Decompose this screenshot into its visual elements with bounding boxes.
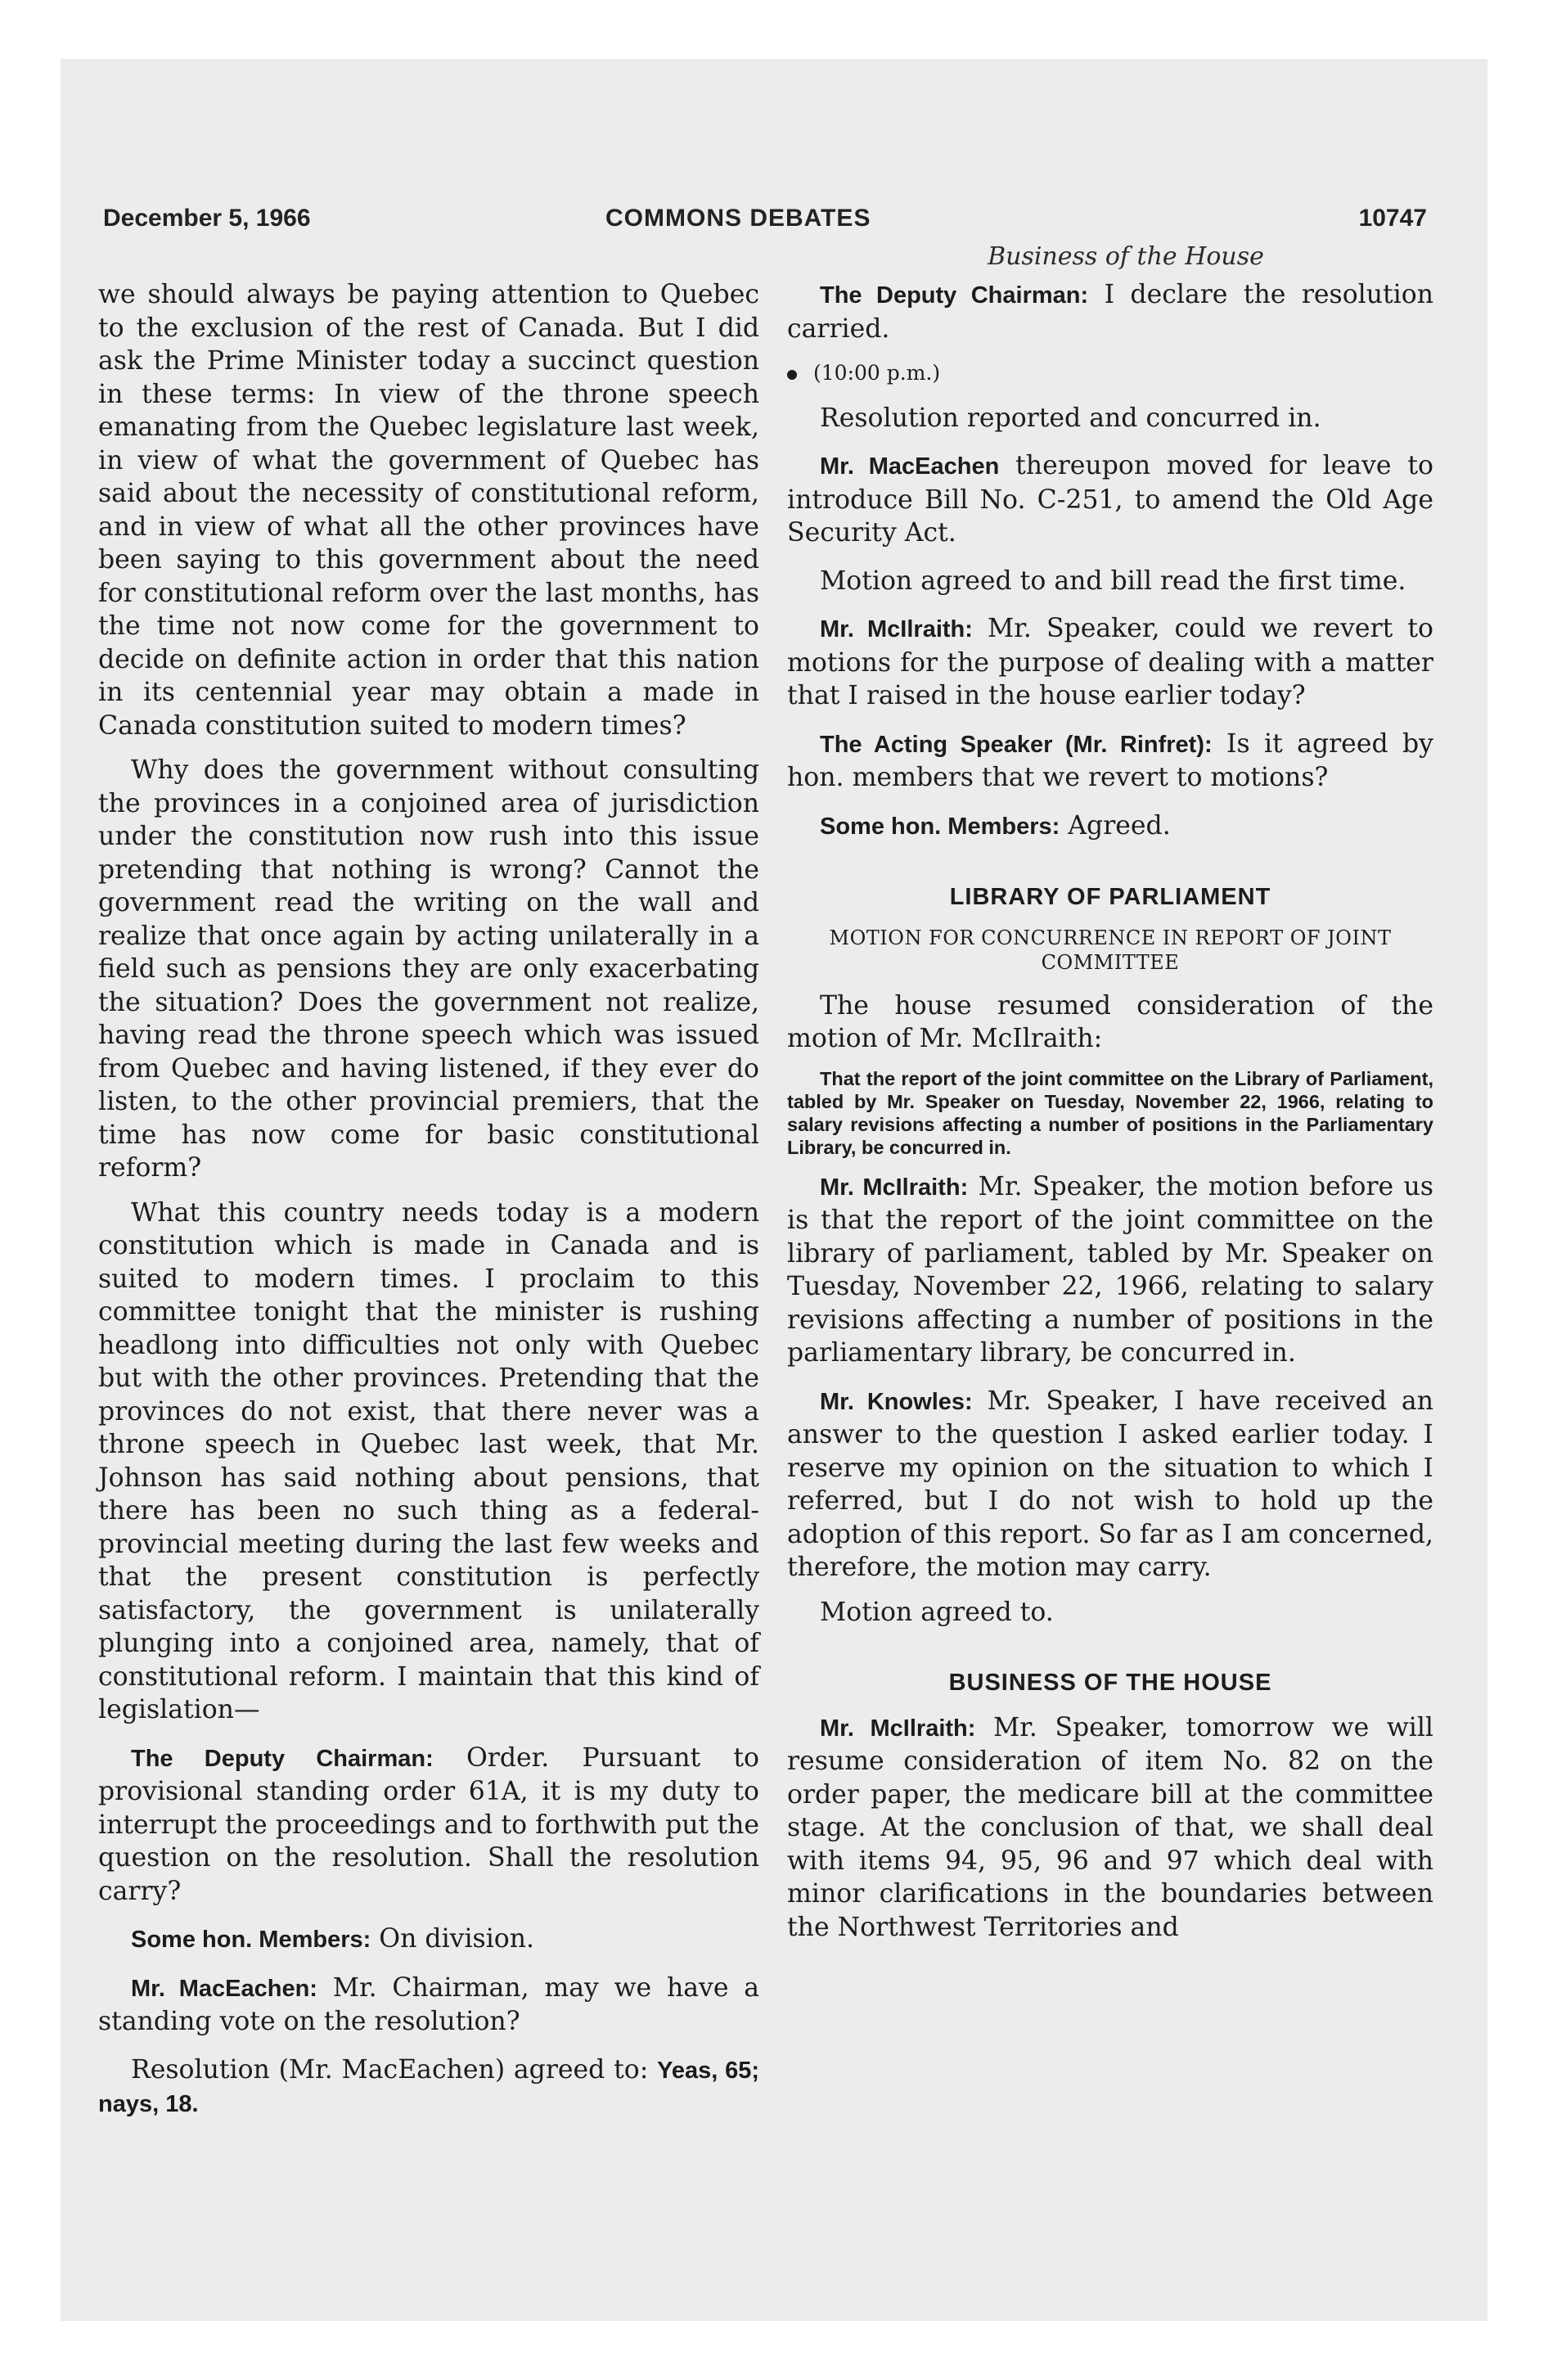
speaker-name: The Deputy Chairman: xyxy=(820,282,1089,309)
paragraph: we should always be paying attention to Quebec to the exclusion of the rest of Canada. But I did ask the Prime Minister today a succinct question in these terms: In view of the throne speech emanating from the Quebec legislature last week, in view of what the government of Quebec has said about the necessity of constitutional reform, and in view of what all the other provinces have been saying to this government about the need for constitutional reform over the last months, has the time not now come for the government to decide on definite action in order that this nation in its centennial year may obtain a made in Canada constitution suited to modern times? xyxy=(98,280,759,741)
speaker-name: The Deputy Chairman: xyxy=(131,1745,434,1772)
section-subhead: Business of the House xyxy=(988,242,1264,271)
running-head xyxy=(98,205,1433,241)
speech-text: Is it agreed by hon. members that we revert to motions? xyxy=(787,728,1433,792)
speech xyxy=(787,1170,1433,1370)
speaker-name: Mr. MacEachen xyxy=(820,453,1000,480)
speech xyxy=(787,809,1433,844)
section-heading: LIBRARY OF PARLIAMENT xyxy=(949,884,1271,910)
speech-text: Mr. Chairman, may we have a standing vote on the resolution? xyxy=(98,1972,760,2036)
speech xyxy=(787,728,1433,795)
speech-text: Mr. Speaker, tomorrow we will resume consideration of item No. 82 on the order paper, the medicare bill at the committee stage. At the conclusion of that, we shall deal with items 94, 95, 96 and 97 which deal with minor clarifications in the boundaries between the Northwest Territories and xyxy=(787,1712,1433,1942)
speech-text: thereupon moved for leave to introduce Bill No. C-251, to amend the Old Age Security Act. xyxy=(787,451,1434,548)
speech-text: Mr. Speaker, could we revert to motions for the purpose of dealing with a matter that I raised in the house earlier today? xyxy=(787,614,1433,710)
header-date: December 5, 1966 xyxy=(103,205,311,232)
speech xyxy=(787,1711,1433,1945)
speaker-name: Mr. McIlraith: xyxy=(820,1715,976,1742)
speech xyxy=(787,278,1433,345)
paragraph: Motion agreed to and bill read the first time. xyxy=(820,566,1406,596)
paragraph: What this country needs today is a modern constitution which is made in Canada and is suited to modern times. I proclaim to this committee tonight that the minister is rushing headlong into difficulties not only with Quebec but with the other provinces. Pretending that the provinces do not exist, that there never was a throne speech in Quebec last week, that Mr. Johnson has said nothing about pensions, that there has been no such thing as a federal-provincial meeting during the last few weeks and that the present constitution is perfectly satisfactory, the government is unilaterally plunging into a conjoined area, namely, that of constitutional reform. I maintain that this kind of legislation— xyxy=(98,1197,759,1724)
speech xyxy=(98,1742,759,1909)
section-subheading: MOTION FOR CONCURRENCE IN REPORT OF JOINT COMMITTEE xyxy=(829,926,1392,974)
paragraph: Why does the government without consulting the provinces in a conjoined area of jurisdiction under the constitution now rush into this issue pretending that nothing is wrong? Cannot the government read the writing on the wall and realize that once again by acting unilaterally in a field such as pensions they are only exacerbating the situation? Does the government not realize, having read the throne speech which was issued from Quebec and having listened, if they ever do listen, to the other provincial premiers, that the time has now come for basic constitutional reform? xyxy=(98,755,759,1183)
speech xyxy=(787,612,1433,713)
header-publication: COMMONS DEBATES xyxy=(605,205,871,232)
speech-text: I declare the resolution carried. xyxy=(787,280,1434,344)
speaker-name: Mr. McIlraith: xyxy=(820,616,973,642)
speaker-name: Some hon. Members: xyxy=(820,813,1060,840)
speech-text: Agreed. xyxy=(1060,810,1171,841)
speaker-name: The Acting Speaker (Mr. Rinfret): xyxy=(820,731,1213,758)
speaker-name: Mr. McIlraith: xyxy=(820,1174,969,1201)
page-number: 10747 xyxy=(1358,205,1427,232)
speech xyxy=(98,1972,759,2039)
section-heading: BUSINESS OF THE HOUSE xyxy=(948,1670,1272,1696)
left-column xyxy=(98,278,759,2133)
motion-quote: That the report of the joint committee on the Library of Parliament, tabled by Mr. Speaker on Tuesday, November 22, 1966, relating to salary revisions affecting a number of positions in the Parliamentary Library, be concurred in. xyxy=(787,1067,1433,1158)
time-stamp: (10:00 p.m.) xyxy=(787,357,1433,390)
speaker-name: Mr. Knowles: xyxy=(820,1388,973,1415)
speech xyxy=(787,449,1433,550)
speech-text: Resolution (Mr. MacEachen) agreed to: xyxy=(131,2054,658,2085)
speech-text: Order. Pursuant to provisional standing order 61A, it is my duty to interrupt the proceedings and to forthwith put the question on the resolution. Shall the resolution carry? xyxy=(98,1742,759,1906)
paragraph: The house resumed consideration of the motion of Mr. McIlraith: xyxy=(787,990,1433,1053)
speech-text: On division. xyxy=(371,1924,535,1954)
bullet-icon xyxy=(787,370,797,380)
paragraph xyxy=(98,2053,759,2121)
speech xyxy=(787,1385,1433,1584)
vote-result: Yeas, 65; nays, 18. xyxy=(98,2057,759,2117)
speaker-name: Mr. MacEachen: xyxy=(131,1975,317,2002)
paragraph: Resolution reported and concurred in. xyxy=(820,403,1321,433)
speech-text: Mr. Speaker, I have received an answer to the question I asked earlier today. I reserve my opinion on the situation to which I referred, but I do not wish to hold up the adoption of this report. So far as I am concerned, therefore, the motion may carry. xyxy=(787,1386,1433,1582)
speech-text: Mr. Speaker, the motion before us is that the report of the joint committee on the library of parliament, tabled by Mr. Speaker on Tuesday, November 22, 1966, relating to salary revisions affecting a number of positions in the parliamentary library, be concurred in. xyxy=(787,1171,1434,1368)
speech xyxy=(98,1922,759,1957)
speaker-name: Some hon. Members: xyxy=(131,1927,371,1953)
paragraph: Motion agreed to. xyxy=(820,1597,1054,1627)
right-column xyxy=(787,278,1433,1955)
